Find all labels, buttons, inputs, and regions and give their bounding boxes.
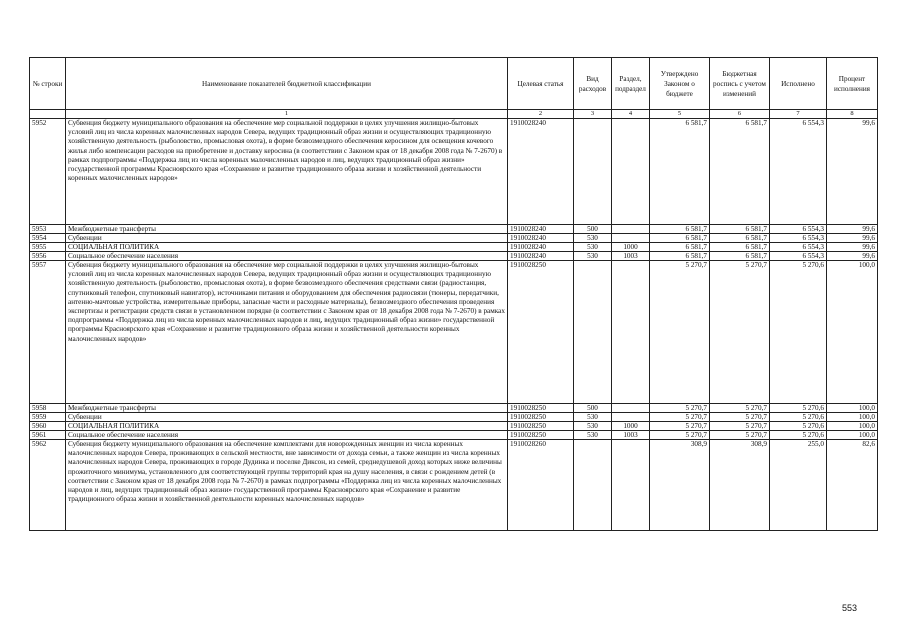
schedule-amount: 6 581,7 (710, 234, 770, 243)
schedule-amount: 5 270,7 (710, 404, 770, 413)
expense-kind (574, 261, 612, 404)
column-number-blank (30, 110, 66, 119)
approved-amount: 5 270,7 (650, 431, 710, 440)
table-row (30, 422, 878, 431)
schedule-amount: 6 581,7 (710, 119, 770, 225)
column-number: 3 (574, 110, 612, 119)
executed-amount: 5 270,6 (770, 261, 827, 404)
expense-kind (574, 119, 612, 225)
section-code: 1003 (612, 431, 650, 440)
indicator-name: Социальное обеспечение населения (66, 431, 508, 440)
execution-percent: 99,6 (827, 119, 878, 225)
row-number: 5961 (30, 431, 66, 440)
expense-kind: 530 (574, 243, 612, 252)
header-indicator-name: Наименование показателей бюджетной классификации (66, 58, 508, 110)
executed-amount: 5 270,6 (770, 422, 827, 431)
expense-kind: 530 (574, 431, 612, 440)
expense-kind: 500 (574, 404, 612, 413)
execution-percent: 100,0 (827, 422, 878, 431)
approved-amount: 308,9 (650, 440, 710, 531)
target-article: 1910028240 (508, 119, 574, 225)
table-row (30, 440, 878, 531)
target-article: 1910028250 (508, 404, 574, 413)
execution-percent: 99,6 (827, 234, 878, 243)
budget-table (29, 57, 878, 531)
indicator-name: Субвенции (66, 234, 508, 243)
target-article: 1910028240 (508, 234, 574, 243)
row-number: 5954 (30, 234, 66, 243)
indicator-name: Межбюджетные трансферты (66, 404, 508, 413)
indicator-name: Межбюджетные трансферты (66, 225, 508, 234)
target-article: 1910028250 (508, 261, 574, 404)
column-number-row (30, 110, 878, 119)
schedule-amount: 5 270,7 (710, 261, 770, 404)
expense-kind: 530 (574, 422, 612, 431)
target-article: 1910028250 (508, 422, 574, 431)
section-code: 1000 (612, 422, 650, 431)
execution-percent: 99,6 (827, 243, 878, 252)
execution-percent: 82,6 (827, 440, 878, 531)
header-expense-kind: Вид расходов (574, 58, 612, 110)
header-section: Раздел, подраздел (612, 58, 650, 110)
approved-amount: 6 581,7 (650, 234, 710, 243)
expense-kind: 530 (574, 413, 612, 422)
column-number: 1 (66, 110, 508, 119)
execution-percent: 100,0 (827, 261, 878, 404)
schedule-amount: 6 581,7 (710, 252, 770, 261)
row-number: 5960 (30, 422, 66, 431)
target-article: 1910028260 (508, 440, 574, 531)
header-row-number: № строки (30, 58, 66, 110)
execution-percent: 100,0 (827, 413, 878, 422)
column-number: 6 (710, 110, 770, 119)
target-article: 1910028250 (508, 413, 574, 422)
table-row (30, 243, 878, 252)
indicator-name: СОЦИАЛЬНАЯ ПОЛИТИКА (66, 243, 508, 252)
indicator-name: Субвенция бюджету муниципального образования на обеспечение мер социальной поддержки в целях улучшения жилищно-бытовых условий лиц из числа коренных малочисленных народов Севера, ведущих традиционный образ жизни и осуществляющих традиционную хозяйственную деятельность (рыболовство, промысловая охота), в форме безвозмездного обеспечения керосином для освещения кочевого жилья либо компенсации расходов на приобретение и доставку керосина (в соответствии с Законом края от 18 декабря 2008 года № 7-2670) в рамках подпрограммы «Поддержка лиц из числа коренных малочисленных народов и лиц, ведущих традиционный образ жизни» государственной программы Красноярского края «Сохранение и развитие традиционного образа жизни и хозяйственной деятельности коренных малочисленных народов» (66, 119, 508, 225)
row-number: 5958 (30, 404, 66, 413)
target-article: 1910028240 (508, 252, 574, 261)
column-number: 7 (770, 110, 827, 119)
indicator-name: Субвенции (66, 413, 508, 422)
column-number: 2 (508, 110, 574, 119)
indicator-name: Субвенция бюджету муниципального образования на обеспечение мер социальной поддержки в целях улучшения жилищно-бытовых условий лиц из числа коренных малочисленных народов Севера, ведущих традиционный образ жизни и осуществляющих традиционную хозяйственную деятельность (рыболовство, промысловая охота), в форме безвозмездного обеспечения средствами связи (радиостанция, спутниковый телефон, спутниковый навигатор), источниками питания и оборудованием для обеспечения радиосвязи (тюнеры, передатчики, антенно-мачтовые устройства, измерительные приборы, запасные части и расходные материалы), безвозмездного обеспечения проведения экспертизы и регистрации средств связи в установленном порядке (в соответствии с Законом края от 18 декабря 2008 года № 7-2670) в рамках подпрограммы «Поддержка лиц из числа коренных малочисленных народов и лиц, ведущих традиционный образ жизни» государственной программы Красноярского края «Сохранение и развитие традиционного образа жизни и хозяйственной деятельности коренных малочисленных народов» (66, 261, 508, 404)
target-article: 1910028250 (508, 431, 574, 440)
indicator-name: Социальное обеспечение населения (66, 252, 508, 261)
table-row (30, 252, 878, 261)
header-target-article: Целевая статья (508, 58, 574, 110)
schedule-amount: 5 270,7 (710, 431, 770, 440)
row-number: 5955 (30, 243, 66, 252)
section-code (612, 440, 650, 531)
page-number: 553 (842, 603, 858, 613)
executed-amount: 5 270,6 (770, 413, 827, 422)
executed-amount: 5 270,6 (770, 431, 827, 440)
schedule-amount: 5 270,7 (710, 422, 770, 431)
table-row (30, 225, 878, 234)
execution-percent: 99,6 (827, 252, 878, 261)
row-number: 5952 (30, 119, 66, 225)
expense-kind: 530 (574, 234, 612, 243)
table-header-row (30, 58, 878, 110)
row-number: 5962 (30, 440, 66, 531)
section-code (612, 404, 650, 413)
execution-percent: 99,6 (827, 225, 878, 234)
section-code (612, 225, 650, 234)
approved-amount: 5 270,7 (650, 261, 710, 404)
executed-amount: 255,0 (770, 440, 827, 531)
indicator-name: СОЦИАЛЬНАЯ ПОЛИТИКА (66, 422, 508, 431)
section-code (612, 119, 650, 225)
executed-amount: 6 554,3 (770, 225, 827, 234)
section-code (612, 261, 650, 404)
section-code (612, 413, 650, 422)
row-number: 5957 (30, 261, 66, 404)
approved-amount: 5 270,7 (650, 422, 710, 431)
executed-amount: 6 554,3 (770, 243, 827, 252)
header-approved: Утверждено Законом о бюджете (650, 58, 710, 110)
executed-amount: 6 554,3 (770, 234, 827, 243)
approved-amount: 6 581,7 (650, 119, 710, 225)
header-executed: Исполнено (770, 58, 827, 110)
schedule-amount: 6 581,7 (710, 225, 770, 234)
executed-amount: 5 270,6 (770, 404, 827, 413)
execution-percent: 100,0 (827, 404, 878, 413)
row-number: 5953 (30, 225, 66, 234)
expense-kind: 530 (574, 252, 612, 261)
approved-amount: 6 581,7 (650, 252, 710, 261)
executed-amount: 6 554,3 (770, 252, 827, 261)
approved-amount: 5 270,7 (650, 413, 710, 422)
column-number: 5 (650, 110, 710, 119)
schedule-amount: 5 270,7 (710, 413, 770, 422)
table-row (30, 119, 878, 225)
section-code: 1000 (612, 243, 650, 252)
column-number: 8 (827, 110, 878, 119)
column-number: 4 (612, 110, 650, 119)
row-number: 5956 (30, 252, 66, 261)
execution-percent: 100,0 (827, 431, 878, 440)
executed-amount: 6 554,3 (770, 119, 827, 225)
header-percent: Процент исполнения (827, 58, 878, 110)
table-row (30, 261, 878, 404)
approved-amount: 6 581,7 (650, 243, 710, 252)
indicator-name: Субвенция бюджету муниципального образования на обеспечение комплектами для новорожденных женщин из числа коренных малочисленных народов Севера, проживающих в сельской местности, вне зависимости от дохода семьи, а также женщин из числа коренных малочисленных народов Севера, проживающих в городе Дудинка и поселке Диксон, из семей, среднедушевой доход которых ниже величины прожиточного минимума, установленного для соответствующей группы территорий края на душу населения, в связи с рождением детей (в соответствии с Законом края от 18 декабря 2008 года № 7-2670) в рамках подпрограммы «Поддержка лиц из числа коренных малочисленных народов и лиц, ведущих традиционный образ жизни» государственной программы Красноярского края «Сохранение и развитие традиционного образа жизни и хозяйственной деятельности коренных малочисленных народов» (66, 440, 508, 531)
table-row (30, 234, 878, 243)
schedule-amount: 308,9 (710, 440, 770, 531)
expense-kind (574, 440, 612, 531)
row-number: 5959 (30, 413, 66, 422)
approved-amount: 6 581,7 (650, 225, 710, 234)
section-code (612, 234, 650, 243)
target-article: 1910028240 (508, 243, 574, 252)
section-code: 1003 (612, 252, 650, 261)
schedule-amount: 6 581,7 (710, 243, 770, 252)
target-article: 1910028240 (508, 225, 574, 234)
approved-amount: 5 270,7 (650, 404, 710, 413)
table-row (30, 431, 878, 440)
table-row (30, 404, 878, 413)
header-budget-schedule: Бюджетная роспись с учетом изменений (710, 58, 770, 110)
table-row (30, 413, 878, 422)
expense-kind: 500 (574, 225, 612, 234)
